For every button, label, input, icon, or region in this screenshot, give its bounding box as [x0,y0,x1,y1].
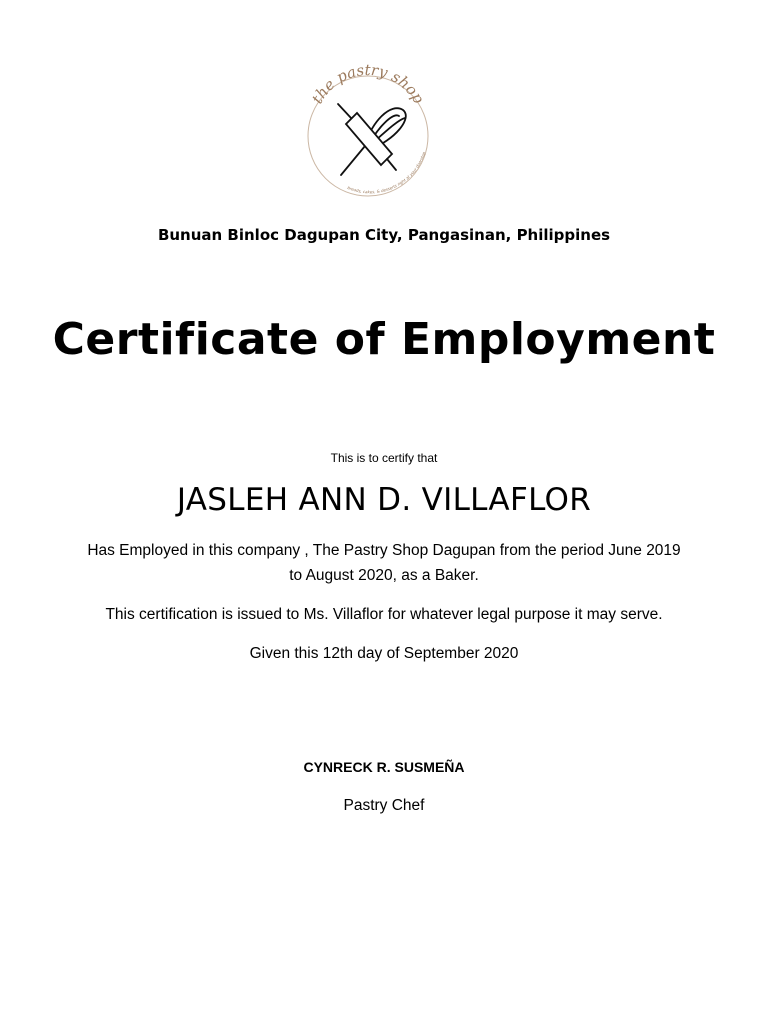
rolling-pin-and-whisk-icon [338,104,406,175]
employment-statement: Has Employed in this company , The Pastry Shop Dagupan from the period June 2019 to August 2020, as a Baker. [87,542,681,584]
logo-brand-text: the pastry shop [308,60,428,107]
certify-intro: This is to certify that [330,451,438,465]
signatory-position: Pastry Chef [343,797,425,814]
certificate-title: Certificate of Employment [52,314,716,365]
purpose-statement: This certification is issued to Ms. Villaflor for whatever legal purpose it may serve. [105,606,663,623]
signatory-name: CYNRECK R. SUSMEÑA [303,759,465,775]
employee-name: JASLEH ANN D. VILLAFLOR [176,482,592,518]
logo-tagline: breads, cakes, & desserts right at your doorstep [346,151,427,195]
pastry-shop-logo [293,58,443,208]
company-address: Bunuan Binloc Dagupan City, Pangasinan, Philippines [157,226,611,244]
date-statement: Given this 12th day of September 2020 [249,645,519,662]
